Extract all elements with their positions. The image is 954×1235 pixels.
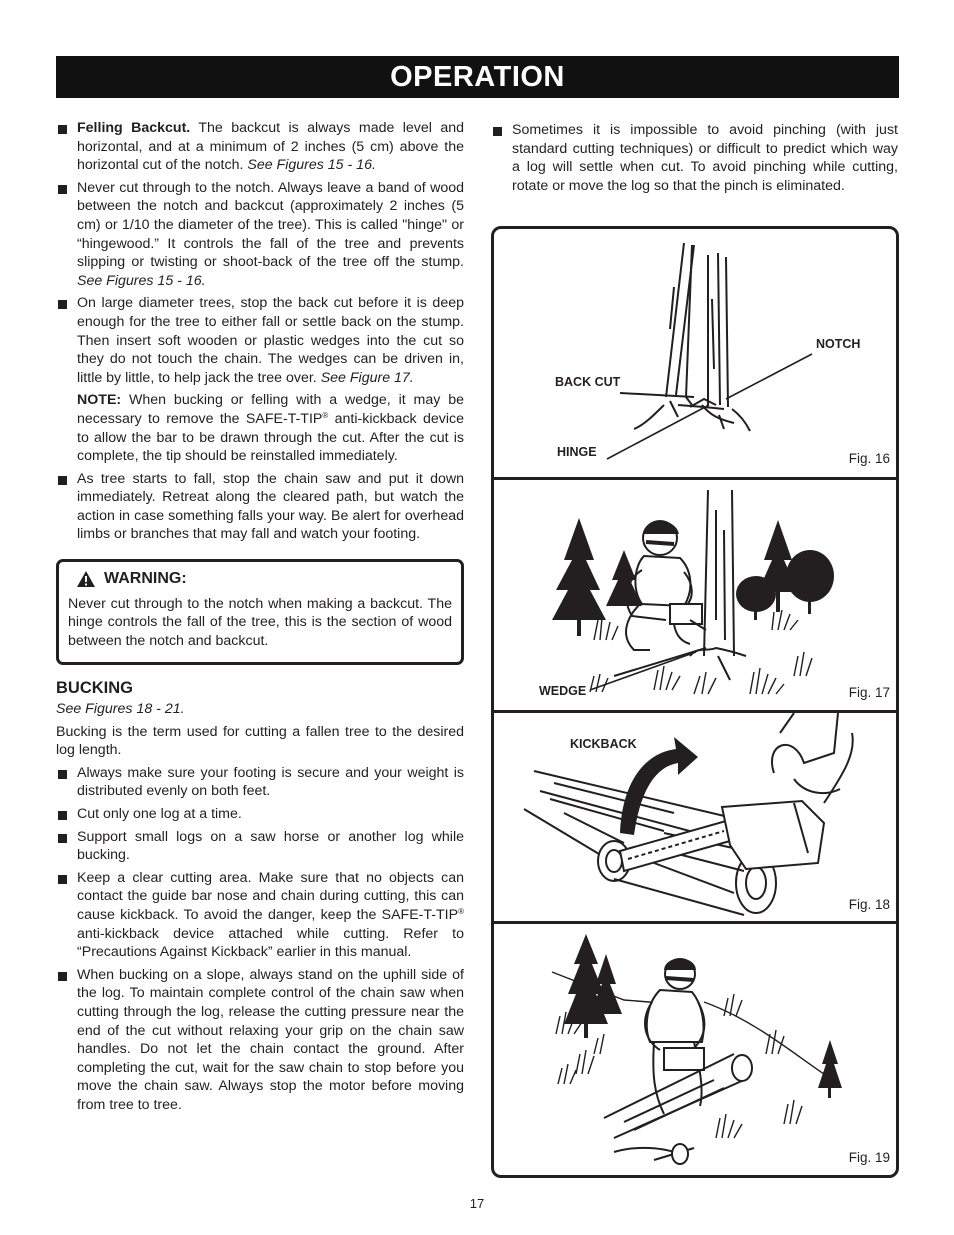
warning-box (56, 559, 464, 665)
list-item (56, 119, 464, 175)
kickback-label: KICKBACK (570, 737, 637, 751)
list-item (56, 179, 464, 291)
hinge-label: HINGE (557, 445, 597, 459)
bucking-intro: Bucking is the term used for cutting a fallen tree to the desired log length. (56, 723, 464, 759)
figures-box (491, 226, 899, 1178)
list-item-text: The backcut is always made level and horizontal, and at a minimum of 2 inches (5 cm) above the horizontal cut of the notch. (77, 120, 464, 174)
registered-mark: ® (458, 906, 464, 916)
list-item (56, 869, 464, 962)
list-item: Support small logs on a saw horse or another log while bucking. (56, 828, 464, 865)
tree-notch-illustration (494, 229, 896, 477)
list-item-text: anti-kickback device attached while cutting. Refer to “Precautions Against Kickback” earlier in this manual. (77, 925, 464, 961)
kickback-illustration (494, 713, 896, 921)
figure-label: Fig. 16 (848, 451, 890, 466)
registered-mark: ® (322, 410, 329, 420)
figure-label: Fig. 19 (848, 1150, 890, 1165)
notch-label: NOTCH (816, 337, 861, 351)
figure-label: Fig. 18 (848, 897, 890, 912)
figure-reference: See Figures 15 - 16. (77, 272, 206, 289)
bucking-heading: BUCKING (56, 679, 133, 698)
note-text: When bucking or felling with a wedge, it may be necessary to remove the SAFE-T-TIP (77, 392, 464, 427)
page-number: 17 (469, 1196, 485, 1211)
left-column (56, 119, 464, 1119)
note-paragraph (56, 391, 464, 465)
bucking-slope-illustration (494, 924, 896, 1175)
warning-text: Never cut through to the notch when making a backcut. The hinge controls the fall of the tree, this is the section of wood between the notch and backcut. (68, 595, 452, 649)
warning-triangle-icon (76, 570, 96, 588)
figure-reference: See Figures 15 - 16. (247, 157, 376, 174)
list-item (56, 470, 464, 544)
list-item: When bucking on a slope, always stand on the uphill side of the log. To maintain complete control of the chain saw when cutting through the log, release the cutting pressure near the end of the cut without relaxing your grip on the chain saw handles. Do not let the chain contact the ground. After completing the cut, wait for the saw chain to stop before you move the chain saw. Always stop the motor before moving from tree to tree. (56, 966, 464, 1115)
list-item (56, 294, 464, 387)
wedge-felling-illustration (494, 480, 896, 710)
back-cut-label: BACK CUT (555, 375, 621, 389)
warning-title: WARNING: (104, 570, 187, 588)
figure-18 (494, 713, 896, 924)
right-column (491, 121, 898, 199)
figure-reference: See Figures 18 - 21. (56, 701, 185, 718)
list-item: Cut only one log at a time. (56, 805, 464, 824)
figure-reference: See Figure 17. (320, 369, 414, 386)
list-item-text: On large diameter trees, stop the back cut before it is deep enough for the tree to either fall or settle back on the stump. Then insert soft wooden or plastic wedges into the cut so they do not touch the chain. The wedges can be driven in, little by little, to help jack the tree over. (77, 295, 464, 386)
figure-17 (494, 480, 896, 713)
list-item-text: Keep a clear cutting area. Make sure that no objects can contact the guide bar nose and chain during cutting, this can cause kickback. To avoid the danger, keep the SAFE-T-TIP (77, 869, 464, 923)
figure-label: Fig. 17 (848, 685, 890, 700)
felling-backcut-title: Felling Backcut. (77, 120, 191, 136)
list-item: Sometimes it is impossible to avoid pinching (with just standard cutting techniques) or difficult to predict which way a log will settle when cut. To avoid pinching while cutting, rotate or move the log so that the pinch is eliminated. (491, 121, 898, 195)
note-title: NOTE: (77, 392, 122, 409)
wedge-label: WEDGE (539, 684, 587, 698)
list-item: Always make sure your footing is secure and your weight is distributed evenly on both feet. (56, 764, 464, 801)
warning-header (76, 570, 452, 589)
list-item-text: Never cut through to the notch. Always leave a band of wood between the notch and backcut (approximately 2 inches (5 cm) or 1/10 the diameter of the tree). This is called "hinge" or “hingewood.” It controls the fall of the tree and prevents slipping or twisting or shoot-back of the tree off the stump. (77, 179, 464, 271)
bucking-ref-line (56, 700, 464, 719)
figure-16 (494, 229, 896, 480)
list-item-text: As tree starts to fall, stop the chain saw and put it down immediately. Retreat along the cleared path, but watch the action in case something falls your way. Be alert for overhead limbs or branches that may fall and watch your footing. (77, 470, 464, 543)
figure-19 (494, 924, 896, 1175)
page-title: OPERATION (56, 56, 899, 98)
note-text: anti-kickback device to allow the bar to be drawn through the cut. After the cut is complete, the tip should be reinstalled immediately. (77, 410, 464, 465)
